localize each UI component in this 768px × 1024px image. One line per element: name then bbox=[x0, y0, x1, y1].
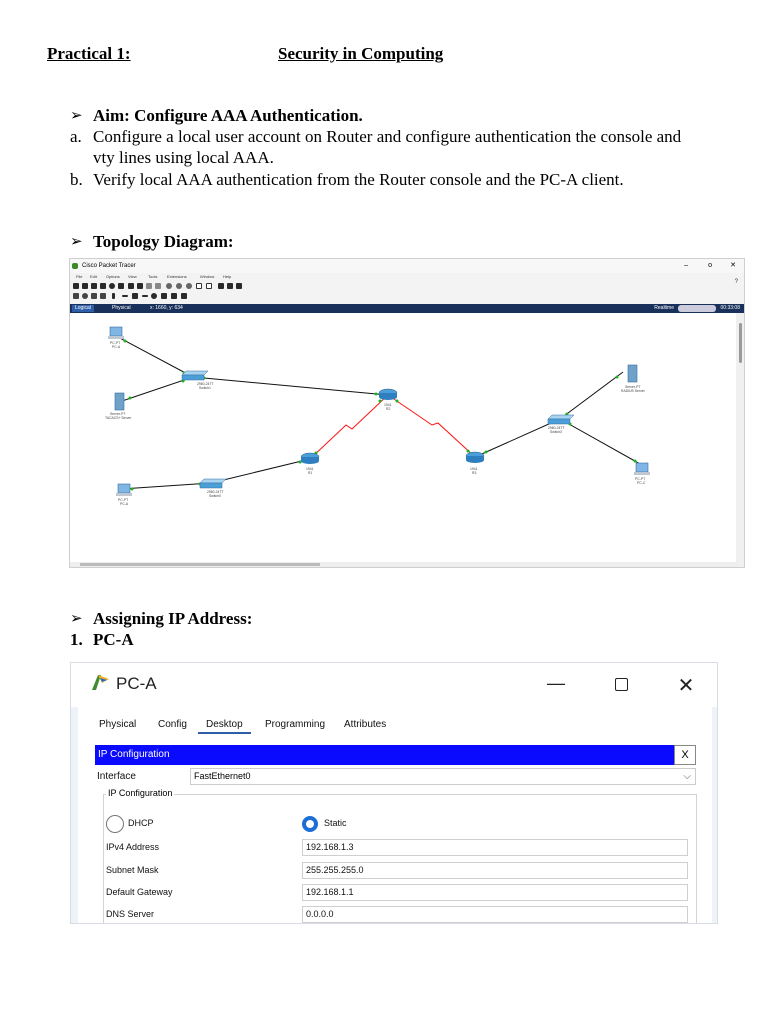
tab-physical[interactable]: Physical bbox=[99, 719, 137, 730]
device-label: PC-C bbox=[637, 481, 646, 485]
ip-configuration-legend: IP Configuration bbox=[108, 788, 173, 798]
aim-item-text: Verify local AAA authentication from the Router console and the PC-A client. bbox=[93, 170, 624, 189]
static-label: Static bbox=[324, 818, 347, 828]
device-label: PC-A bbox=[112, 345, 121, 349]
device-label: 1941 bbox=[306, 467, 314, 471]
switch-icon bbox=[200, 479, 226, 488]
pc-a-window bbox=[70, 662, 718, 924]
scroll-thumb[interactable] bbox=[739, 323, 742, 363]
window-body bbox=[78, 707, 712, 924]
pt-titlebar bbox=[70, 259, 744, 273]
menu-item[interactable]: Tools bbox=[148, 274, 158, 279]
horizontal-scrollbar[interactable] bbox=[70, 562, 738, 567]
assign-title: Assigning IP Address: bbox=[93, 609, 253, 628]
maximize-icon[interactable]: o bbox=[708, 262, 712, 269]
device-label: PC-PT bbox=[110, 341, 121, 345]
device-label: Server-PT bbox=[110, 412, 126, 416]
device-label: 1941 bbox=[470, 467, 478, 471]
interface-label: Interface bbox=[97, 771, 136, 782]
pc-icon bbox=[116, 484, 132, 496]
subnet-mask-label: Subnet Mask bbox=[106, 865, 159, 875]
packet-tracer-screenshot bbox=[69, 258, 745, 568]
aim-item-marker: a. bbox=[70, 127, 82, 146]
realtime-label: Realtime bbox=[654, 305, 674, 311]
delete-icon[interactable] bbox=[91, 293, 97, 299]
static-radio[interactable] bbox=[302, 816, 318, 832]
coordinate-readout: x: 1660, y: 634 bbox=[150, 305, 183, 311]
ip-configuration-header: IP Configuration bbox=[95, 745, 674, 765]
assign-item-label: PC-A bbox=[93, 630, 134, 649]
window-title: PC-A bbox=[116, 674, 157, 693]
text-icon[interactable] bbox=[112, 293, 115, 299]
aim-title: Aim: Configure AAA Authentication. bbox=[93, 106, 363, 125]
aim-item-text: Configure a local user account on Router and configure authentication the console and bbox=[93, 127, 682, 146]
link-s3-r3 bbox=[475, 419, 560, 457]
dns-server-input[interactable]: 0.0.0.0 bbox=[302, 906, 688, 923]
tab-config[interactable]: Config bbox=[158, 719, 187, 730]
arrow-bullet-icon: ➢ bbox=[70, 611, 83, 627]
device-label: R1 bbox=[308, 471, 313, 475]
pt-workspace-bar bbox=[70, 304, 744, 313]
tab-physical[interactable]: Physical bbox=[112, 305, 131, 311]
line-tool-icon[interactable] bbox=[142, 295, 148, 297]
menu-item[interactable]: Extensions bbox=[167, 274, 187, 279]
menu-item[interactable]: Options bbox=[106, 274, 120, 279]
pc-icon bbox=[108, 327, 124, 339]
chevron-down-icon: ⌵ bbox=[683, 771, 691, 782]
window-titlebar bbox=[71, 663, 717, 707]
shape-icon[interactable] bbox=[132, 293, 138, 299]
close-icon[interactable]: ✕ bbox=[730, 262, 736, 269]
ipv4-address-input[interactable]: 192.168.1.3 bbox=[302, 839, 688, 856]
zoom-in-icon[interactable] bbox=[166, 283, 172, 289]
custom-device-icon[interactable] bbox=[236, 283, 242, 289]
device-label: RADIUS Server bbox=[621, 389, 645, 393]
router-icon bbox=[379, 389, 397, 400]
serial-link-r1-r2 bbox=[310, 395, 391, 459]
device-label: TACACS+ Server bbox=[105, 416, 132, 420]
zoom-reset-icon[interactable] bbox=[176, 283, 182, 289]
menu-item[interactable]: Help bbox=[223, 274, 232, 279]
device-label: 2960-24TT bbox=[548, 426, 565, 430]
menu-item[interactable]: Edit bbox=[90, 274, 97, 279]
paste-icon[interactable] bbox=[137, 283, 143, 289]
device-label: 2960-24TT bbox=[207, 490, 224, 494]
dhcp-label: DHCP bbox=[128, 818, 154, 828]
save-icon[interactable] bbox=[91, 283, 97, 289]
ipv4-address-label: IPv4 Address bbox=[106, 842, 160, 852]
link-s1-r2 bbox=[193, 377, 388, 395]
activity-icon[interactable] bbox=[109, 283, 115, 289]
print-icon[interactable] bbox=[100, 283, 106, 289]
server-icon bbox=[628, 365, 637, 382]
topology-svg bbox=[70, 313, 738, 568]
new-icon[interactable] bbox=[73, 283, 79, 289]
device-label: 2960-24TT bbox=[197, 382, 214, 386]
redo-icon[interactable] bbox=[155, 283, 161, 289]
select-icon[interactable] bbox=[73, 293, 79, 299]
arrow-bullet-icon: ➢ bbox=[70, 108, 83, 124]
device-label: R3 bbox=[472, 471, 477, 475]
help-icon[interactable]: ? bbox=[734, 279, 738, 285]
server-icon bbox=[115, 393, 124, 410]
grid-icon[interactable] bbox=[206, 283, 212, 289]
link-pca-s1 bbox=[118, 337, 193, 377]
menu-item[interactable]: Window bbox=[200, 274, 215, 279]
copy-icon[interactable] bbox=[128, 283, 134, 289]
scroll-thumb[interactable] bbox=[80, 563, 320, 566]
close-icon[interactable]: ✕ bbox=[677, 675, 695, 697]
topology-canvas[interactable] bbox=[70, 313, 738, 568]
menu-item[interactable]: File bbox=[76, 274, 83, 279]
complex-pdu-icon[interactable] bbox=[181, 293, 187, 299]
interface-select[interactable] bbox=[190, 768, 696, 785]
tab-attributes[interactable]: Attributes bbox=[344, 719, 387, 730]
zoom-out-icon[interactable] bbox=[186, 283, 192, 289]
arrow-bullet-icon: ➢ bbox=[70, 234, 83, 250]
link-s0-pca bbox=[122, 483, 211, 489]
device-label: PC-A bbox=[120, 502, 129, 506]
packet-tracer-logo-icon bbox=[89, 672, 111, 694]
minimize-icon[interactable]: — bbox=[547, 673, 565, 693]
pencil-icon[interactable] bbox=[161, 293, 167, 299]
device-label: Switch1 bbox=[199, 386, 211, 390]
line-icon[interactable] bbox=[122, 295, 128, 297]
assign-item-marker: 1. bbox=[70, 630, 83, 649]
tab-programming[interactable]: Programming bbox=[265, 719, 326, 730]
link-radius-s3 bbox=[560, 372, 623, 419]
device-label: 1941 bbox=[384, 403, 392, 407]
workspace-icon[interactable] bbox=[227, 283, 233, 289]
interface-value: FastEthernet0 bbox=[194, 771, 251, 781]
ip-configuration-group bbox=[103, 794, 697, 924]
pt-menubar bbox=[70, 273, 744, 285]
tab-logical[interactable]: Logical bbox=[72, 305, 94, 312]
vertical-scrollbar[interactable] bbox=[736, 313, 744, 568]
maximize-icon[interactable] bbox=[606, 675, 636, 699]
switch-icon bbox=[182, 371, 208, 380]
subject-heading: Security in Computing bbox=[278, 44, 444, 63]
device-label: R2 bbox=[386, 407, 391, 411]
inspect-icon[interactable] bbox=[100, 293, 106, 299]
pc-icon bbox=[634, 463, 650, 475]
default-gateway-input[interactable]: 192.168.1.1 bbox=[302, 884, 688, 901]
minimize-icon[interactable]: – bbox=[684, 262, 688, 269]
serial-link-r2-r3 bbox=[388, 395, 475, 457]
packet-tracer-logo-icon bbox=[72, 263, 78, 269]
menu-item[interactable]: View bbox=[128, 274, 137, 279]
aim-item-text: vty lines using local AAA. bbox=[93, 148, 274, 167]
realtime-controls-icon[interactable] bbox=[678, 305, 716, 312]
rectangle-icon[interactable] bbox=[196, 283, 202, 289]
ellipse-icon[interactable] bbox=[151, 293, 157, 299]
dhcp-radio[interactable] bbox=[106, 815, 124, 833]
device-label: Switch0 bbox=[209, 494, 221, 498]
pdu-icon[interactable] bbox=[171, 293, 177, 299]
topology-title: Topology Diagram: bbox=[93, 232, 234, 251]
subnet-mask-input[interactable]: 255.255.255.0 bbox=[302, 862, 688, 879]
search-icon[interactable] bbox=[82, 293, 88, 299]
default-gateway-label: Default Gateway bbox=[106, 887, 173, 897]
open-icon[interactable] bbox=[82, 283, 88, 289]
pt-toolbar bbox=[70, 281, 744, 303]
aim-item-marker: b. bbox=[70, 170, 83, 189]
pt-app-title: Cisco Packet Tracer bbox=[82, 263, 136, 269]
undo-icon[interactable] bbox=[146, 283, 152, 289]
dns-server-label: DNS Server bbox=[106, 909, 155, 919]
tab-desktop[interactable]: Desktop bbox=[198, 719, 251, 734]
device-label: PC-PT bbox=[635, 477, 646, 481]
device-label: Switch3 bbox=[550, 430, 562, 434]
device-label: PC-PT bbox=[118, 498, 129, 502]
time-readout: 00:33:08 bbox=[720, 305, 740, 311]
palette-icon[interactable] bbox=[218, 283, 224, 289]
router-icon bbox=[466, 452, 484, 463]
user-icon[interactable] bbox=[118, 283, 124, 289]
close-ip-config-button[interactable]: X bbox=[674, 745, 696, 765]
practical-heading: Practical 1: bbox=[47, 44, 131, 63]
link-s3-pcc bbox=[560, 419, 642, 465]
device-label: Server-PT bbox=[625, 385, 641, 389]
router-icon bbox=[301, 453, 319, 464]
switch-icon bbox=[548, 415, 574, 424]
